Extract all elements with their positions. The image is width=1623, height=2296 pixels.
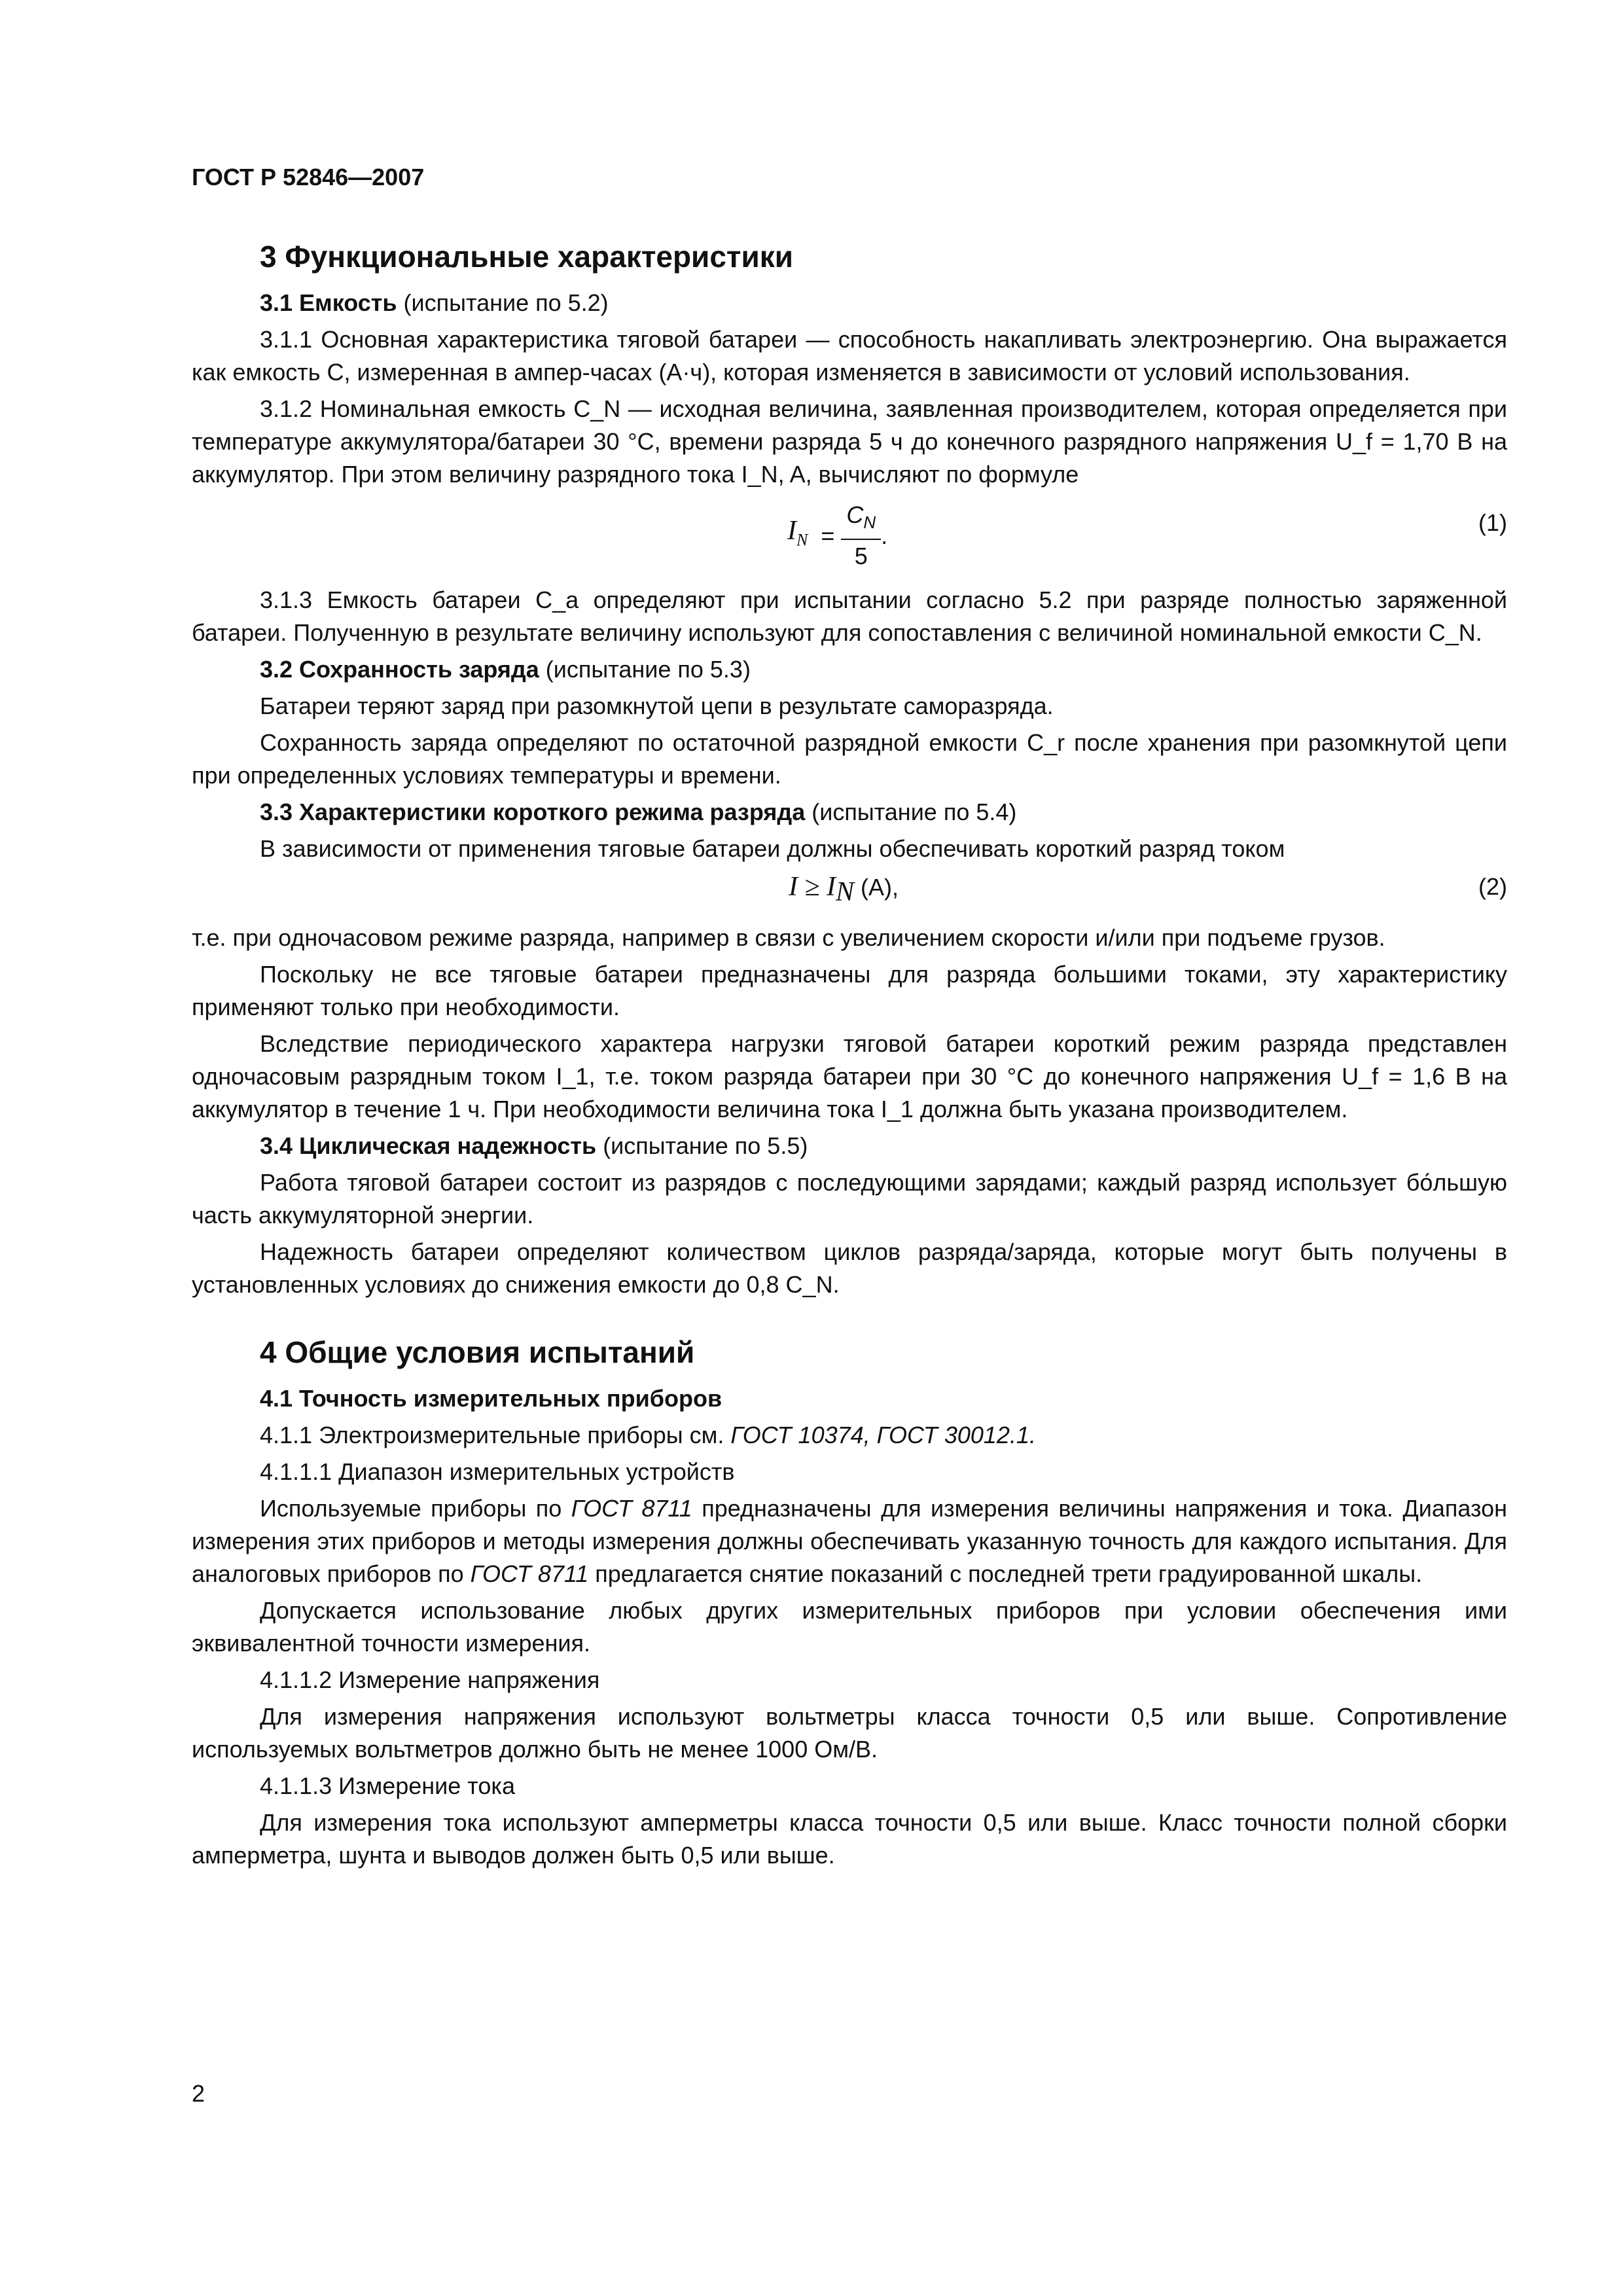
clause-3-3-test-ref: (испытание по 5.4) xyxy=(805,798,1017,825)
clause-3-4-heading xyxy=(192,1130,1507,1162)
paragraph-4-1-1-1-a: Используемые приборы по ГОСТ 8711 предназначены для измерения величины напряжения и тока. Диапазон измерения этих приборов и методы измерения должны обеспечивать указанную точность для каждого испытания. Для аналоговых приборов по ГОСТ 8711 предлагается снятие показаний с последней трети градуированной шкалы. xyxy=(192,1495,1507,1587)
formula-1-expression xyxy=(787,499,887,573)
document-body xyxy=(192,237,1507,1876)
paragraph-3-1-2: 3.1.2 Номинальная емкость C_N — исходная величина, заявленная производителем, которая определяется при температуре аккумулятора/батареи 30 °С, времени разряда 5 ч до конечного разрядного напряжения U_f = 1,70 В на аккумулятор. При этом величину разрядного тока I_N, A, вычисляют по формуле xyxy=(192,395,1507,488)
paragraph-3-4-a: Работа тяговой батареи состоит из разрядов с последующими зарядами; каждый разряд использует бо́льшую часть аккумуляторной энергии. xyxy=(192,1169,1507,1229)
clause-3-4-title: 3.4 Циклическая надежность xyxy=(260,1132,597,1159)
clause-3-2-test-ref: (испытание по 5.3) xyxy=(539,656,751,683)
section-3-title: 3 Функциональные характеристики xyxy=(260,240,794,274)
clause-3-4-test-ref: (испытание по 5.5) xyxy=(596,1132,808,1159)
section-4-title: 4 Общие условия испытаний xyxy=(260,1335,695,1369)
clause-4-1-1-2-title: 4.1.1.2 Измерение напряжения xyxy=(260,1666,600,1693)
formula-1-fraction xyxy=(841,499,881,573)
formula-1-number: (1) xyxy=(1478,509,1507,536)
clause-3-1-heading xyxy=(192,287,1507,319)
clause-4-1-heading: 4.1 Точность измерительных приборов xyxy=(260,1385,722,1412)
paragraph-4-1-1: 4.1.1 Электроизмерительные приборы см. ГОСТ 10374, ГОСТ 30012.1. xyxy=(260,1422,1036,1448)
document-header: ГОСТ Р 52846—2007 xyxy=(192,164,425,190)
paragraph-3-3-c: Поскольку не все тяговые батареи предназначены для разряда большими токами, эту характеристику применяют только при необходимости. xyxy=(192,961,1507,1020)
formula-1-equals: = xyxy=(821,522,835,549)
paragraph-3-2-b: Сохранность заряда определяют по остаточной разрядной емкости C_r после хранения при разомкнутой цепи при определенных условиях температуры и времени. xyxy=(192,729,1507,789)
clause-3-3-heading xyxy=(192,796,1507,829)
paragraph-3-1-3: 3.1.3 Емкость батареи C_a определяют при испытании согласно 5.2 при разряде полностью заряженной батареи. Полученную в результате величину используют для сопоставления с величиной номинальной емкости C_N. xyxy=(192,586,1507,646)
section-gap xyxy=(192,1305,1507,1333)
standard-reference: ГОСТ 10374, ГОСТ 30012.1. xyxy=(730,1422,1036,1448)
standard-reference: ГОСТ 8711 xyxy=(571,1495,692,1522)
clause-4-1-1-1-title: 4.1.1.1 Диапазон измерительных устройств xyxy=(260,1458,735,1485)
page-number: 2 xyxy=(192,2080,205,2107)
standard-reference: ГОСТ 8711 xyxy=(470,1560,589,1587)
formula-2 xyxy=(192,870,1507,912)
paragraph-3-3-d: Вследствие периодического характера нагрузки тяговой батареи короткий режим разряда представлен одночасовым разрядным током I_1, т.е. током разряда батареи при 30 °С до конечного напряжения U_f = 1,6 В на аккумулятор в течение 1 ч. При необходимости величина тока I_1 должна быть указана производителем. xyxy=(192,1030,1507,1122)
paragraph-3-3-b: т.е. при одночасовом режиме разряда, например в связи с увеличением скорости и/или при подъеме грузов. xyxy=(192,924,1385,951)
formula-1-period: . xyxy=(881,522,888,549)
formula-1-denominator: 5 xyxy=(854,543,868,570)
clause-3-2-heading xyxy=(192,653,1507,686)
clause-3-2-title: 3.2 Сохранность заряда xyxy=(260,656,539,683)
paragraph-3-4-b: Надежность батареи определяют количеством циклов разряда/заряда, которые могут быть получены в установленных условиях до снижения емкости до 0,8 C_N. xyxy=(192,1238,1507,1298)
paragraph-4-1-1-3: Для измерения тока используют амперметры класса точности 0,5 или выше. Класс точности полной сборки амперметра, шунта и выводов должен быть 0,5 или выше. xyxy=(192,1809,1507,1869)
formula-1 xyxy=(192,499,1507,572)
formula-2-expression: $I \ge I_N$ (А), xyxy=(789,872,899,908)
formula-2-number: (2) xyxy=(1478,873,1507,900)
clause-3-3-title: 3.3 Характеристики короткого режима разряда xyxy=(260,798,806,825)
clause-4-1-1-3-title: 4.1.1.3 Измерение тока xyxy=(260,1772,515,1799)
clause-3-1-test-ref: (испытание по 5.2) xyxy=(397,289,609,316)
clause-3-1-title: 3.1 Емкость xyxy=(260,289,397,316)
paragraph-3-1-1: 3.1.1 Основная характеристика тяговой батареи — способность накапливать электроэнергию. Она выражается как емкость C, измеренная в ампер-часах (А·ч), которая изменяется в зависимости от условий использования. xyxy=(192,326,1507,386)
paragraph-4-1-1-2: Для измерения напряжения используют вольтметры класса точности 0,5 или выше. Сопротивление используемых вольтметров должно быть не менее 1000 Ом/В. xyxy=(192,1703,1507,1763)
formula-1-numerator: $C_N$ xyxy=(841,499,881,540)
paragraph-3-3-a: В зависимости от применения тяговые батареи должны обеспечивать короткий разряд током xyxy=(260,835,1285,862)
paragraph-4-1-1-1-b: Допускается использование любых других измерительных приборов при условии обеспечения ими эквивалентной точности измерения. xyxy=(192,1597,1507,1657)
formula-1-lhs: $I_N$ xyxy=(787,516,808,550)
paragraph-3-2-a: Батареи теряют заряд при разомкнутой цепи в результате саморазряда. xyxy=(260,692,1054,719)
